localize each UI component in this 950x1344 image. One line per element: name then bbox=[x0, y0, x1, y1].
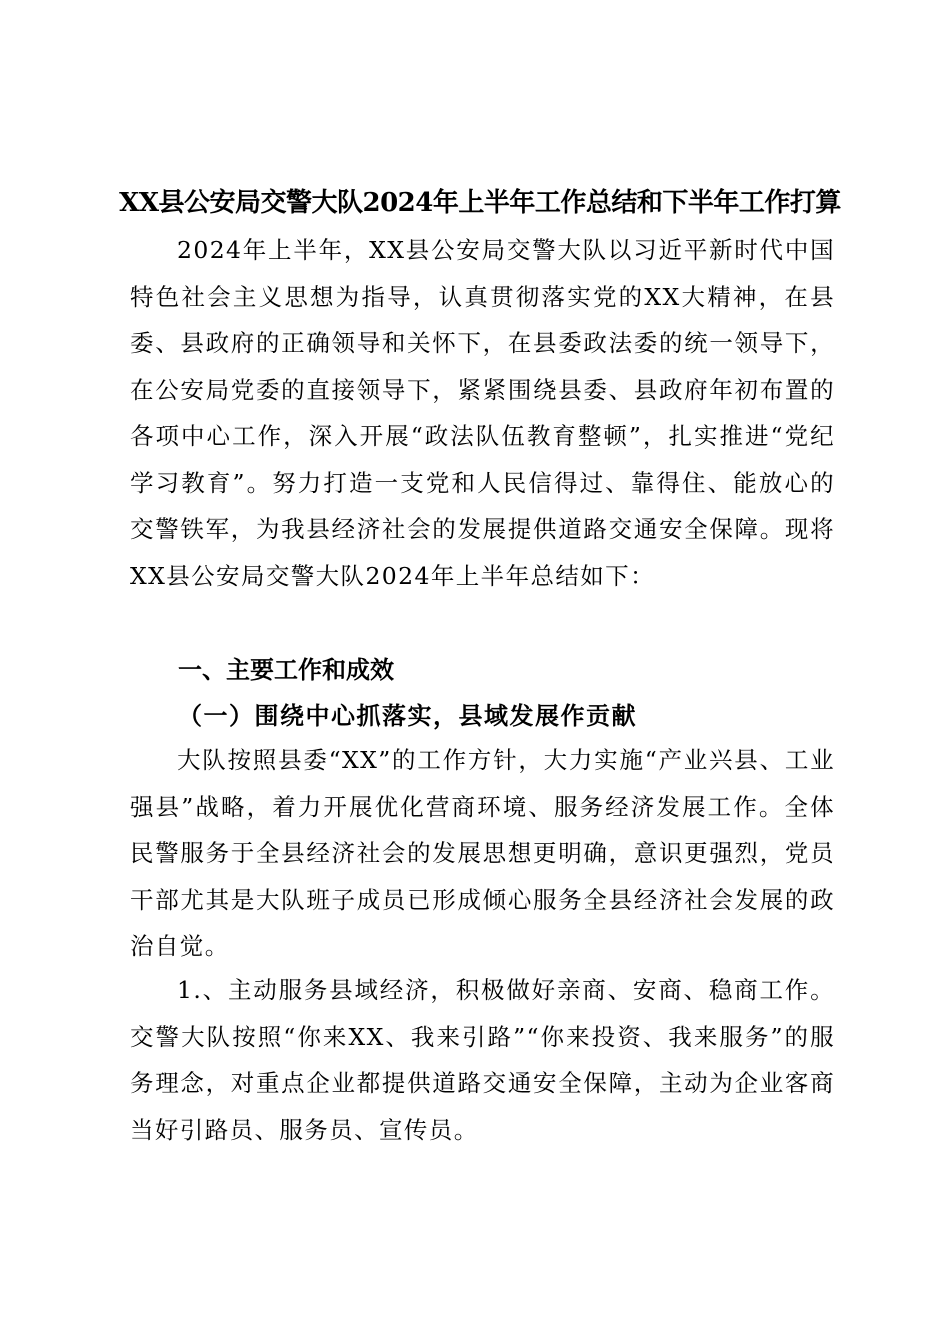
subsection-paragraph: 大队按照县委“XX”的工作方针，大力实施“产业兴县、工业强县”战略，着力开展优化营商环境、服务经济发展工作。全体民警服务于全县经济社会的发展思想更明确，意识更强烈，党员干部尤其是大队班子成员已形成倾心服务全县经济社会发展的政治自觉。 bbox=[130, 746, 835, 960]
section-heading: 一、主要工作和成效 bbox=[178, 656, 394, 684]
item-paragraph: 1.、主动服务县域经济，积极做好亲商、安商、稳商工作。交警大队按照“你来XX、我来引路”“你来投资、我来服务”的服务理念，对重点企业都提供道路交通安全保障，主动为企业客商当好引路员、服务员、宣传员。 bbox=[130, 976, 835, 1144]
intro-paragraph: 2024年上半年，XX县公安局交警大队以习近平新时代中国特色社会主义思想为指导，认真贯彻落实党的XX大精神，在县委、县政府的正确领导和关怀下，在县委政法委的统一领导下，在公安局党委的直接领导下，紧紧围绕县委、县政府年初布置的各项中心工作，深入开展“政法队伍教育整顿”，扎实推进“党纪学习教育”。努力打造一支党和人民信得过、靠得住、能放心的交警铁军，为我县经济社会的发展提供道路交通安全保障。现将XX县公安局交警大队2024年上半年总结如下： bbox=[130, 236, 835, 590]
subsection-heading: （一）围绕中心抓落实，县域发展作贡献 bbox=[178, 701, 637, 730]
document-title: XX县公安局交警大队2024年上半年工作总结和下半年工作打算 bbox=[119, 188, 841, 218]
